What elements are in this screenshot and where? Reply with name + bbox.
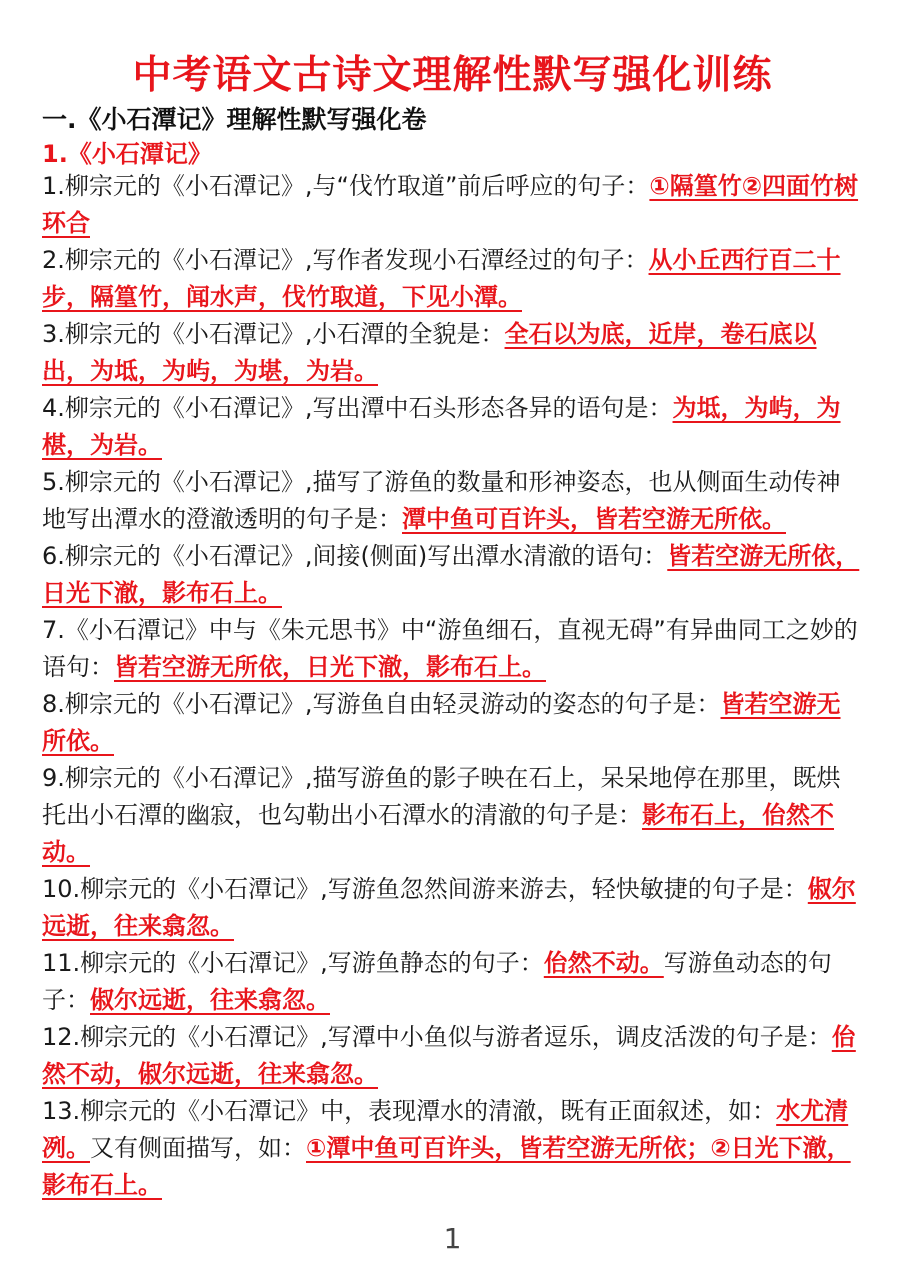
question-text: 9.柳宗元的《小石潭记》,描写游鱼的影子映在石上，呆呆地停在那里，既烘托出小石潭的幽寂，也勾勒出小石潭水的清澈的句子是： [42,764,841,829]
question-text: 5.柳宗元的《小石潭记》,描写了游鱼的数量和形神姿态，也从侧面生动传神地写出潭水的澄澈透明的句子是： [42,468,841,533]
answer-text: 俶尔远逝，往来翕忽。 [42,875,856,940]
question-text-tail: 写游鱼动态的句子： [42,949,832,1014]
answer-text-tail: ①潭中鱼可百许头，皆若空游无所依；②日光下澈，影布石上。 [42,1134,851,1199]
answer-text: 影布石上，佁然不动。 [42,801,834,866]
question-text: 1.柳宗元的《小石潭记》,与“伐竹取道”前后呼应的句子： [42,172,650,200]
question-text: 10.柳宗元的《小石潭记》,写游鱼忽然间游来游去，轻快敏捷的句子是： [42,875,808,903]
list-item [42,168,862,242]
question-text: 4.柳宗元的《小石潭记》,写出潭中石头形态各异的语句是： [42,394,673,422]
answer-text: 佁然不动。 [543,949,664,977]
list-item [42,686,862,760]
answer-text-tail: 俶尔远逝，往来翕忽。 [90,986,330,1014]
answer-text: 佁然不动，俶尔远逝，往来翕忽。 [42,1023,856,1088]
sub-heading: 1.《小石潭记》 [42,140,212,168]
question-text: 12.柳宗元的《小石潭记》,写潭中小鱼似与游者逗乐，调皮活泼的句子是： [42,1023,832,1051]
section-heading: 一.《小石潭记》理解性默写强化卷 [42,105,427,134]
question-text: 2.柳宗元的《小石潭记》,写作者发现小石潭经过的句子： [42,246,649,274]
question-text: 11.柳宗元的《小石潭记》,写游鱼静态的句子： [42,949,544,977]
answer-text: 全石以为底，近岸，卷石底以出，为坻，为屿，为堪，为岩。 [42,320,817,385]
list-item [42,538,862,612]
list-item [42,760,862,871]
page-title: 中考语文古诗文理解性默写强化训练 [132,53,773,98]
answer-text: 为坻，为屿，为椹，为岩。 [42,394,841,459]
question-list [42,168,862,1204]
list-item [42,612,862,686]
question-text: 13.柳宗元的《小石潭记》中，表现潭水的清澈，既有正面叙述，如： [42,1097,777,1125]
page-number: 1 [443,1222,462,1255]
question-text-tail: 又有侧面描写，如： [90,1134,306,1162]
answer-text: 水尤清冽。 [42,1097,849,1162]
list-item [42,945,862,1019]
list-item [42,871,862,945]
question-text: 8.柳宗元的《小石潭记》,写游鱼自由轻灵游动的姿态的句子是： [42,690,721,718]
list-item [42,1093,862,1204]
list-item [42,1019,862,1093]
list-item [42,390,862,464]
answer-text: 潭中鱼可百许头，皆若空游无所依。 [402,505,786,533]
list-item [42,316,862,390]
list-item [42,242,862,316]
list-item [42,464,862,538]
answer-text: 皆若空游无所依，日光下澈，影布石上。 [42,542,860,607]
answer-text: 从小丘西行百二十步，隔篁竹，闻水声，伐竹取道，下见小潭。 [42,246,841,311]
answer-text: 皆若空游无所依。 [42,690,841,755]
question-text: 6.柳宗元的《小石潭记》,间接(侧面)写出潭水清澈的语句： [42,542,668,570]
question-text: 3.柳宗元的《小石潭记》,小石潭的全貌是： [42,320,505,348]
answer-text: 皆若空游无所依，日光下澈，影布石上。 [114,653,546,681]
question-text: 7.《小石潭记》中与《朱元思书》中“游鱼细石，直视无碍”有异曲同工之妙的语句： [42,616,858,681]
answer-text: ①隔篁竹②四面竹树环合 [42,172,859,237]
